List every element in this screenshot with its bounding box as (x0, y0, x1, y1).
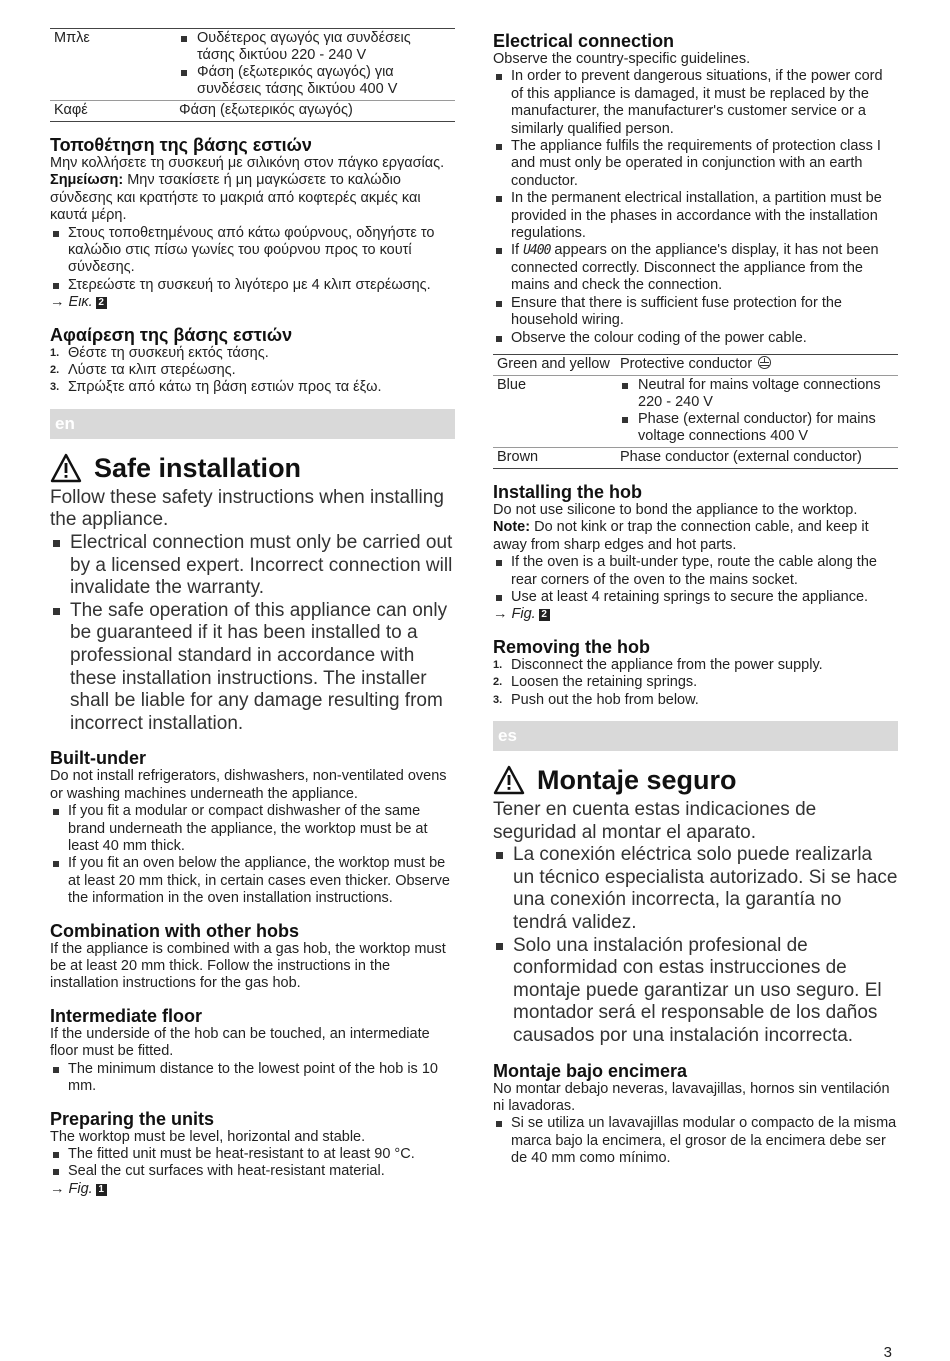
builtunder-section (50, 748, 455, 907)
left-column (50, 0, 455, 1198)
note-text: Μην τσακίσετε ή μη μαγκώσετε το καλώδιο σύνδεσης και κρατήστε το μακριά από κοφτερές ακμές και καυτά μέρη. (50, 172, 421, 224)
intermediate-floor-section (50, 1006, 455, 1096)
list-item: If you fit an oven below the appliance, the worktop must be at least 20 mm thick, in certain cases even thicker. Observe the information in the oven installation instructions. (50, 855, 455, 907)
step-item: 2. Λύστε τα κλιπ στερέωσης. (50, 362, 236, 379)
montaje-bajo-section (493, 1061, 898, 1168)
paragraph: Tener en cuenta estas indicaciones de seguridad al montar el aparato. (493, 798, 817, 843)
paragraph: Observe the country-specific guidelines. (493, 51, 751, 67)
warning-triangle-icon (493, 765, 525, 795)
list-item: If U400 appears on the appliance's display, it has not been connected correctly. Disconnect the appliance from the mains and check the connection. (493, 242, 898, 294)
title-text: Montaje seguro (537, 764, 737, 795)
list-item: Ensure that there is sufficient fuse protection for the household wiring. (493, 295, 898, 330)
list-item: Observe the colour coding of the power cable. (493, 330, 898, 347)
table-bullet: Ουδέτερος αγωγός για συνδέσεις τάσης δικτύου 220 - 240 V (179, 30, 451, 64)
list-item: In the permanent electrical installation, a partition must be provided in the phases in accordance with the installation regulations. (493, 190, 898, 242)
list-item: Στους τοποθετημένους από κάτω φούρνους, οδηγήστε το καλώδιο στις πίσω γωνίες του φούρνου προς το κουτί σύνδεσης. (50, 225, 455, 277)
section-heading: Τοποθέτηση της βάσης εστιών (50, 135, 312, 155)
list-item: Solo una instalación profesional de conformidad con estas instrucciones de montaje puede garantizar un uso seguro. El montador será el responsable de los daños causados por una instalación incorrecta. (493, 935, 898, 1048)
section-heading: Installing the hob (493, 481, 642, 502)
paragraph: If the appliance is combined with a gas hob, the worktop must be at least 20 mm thick. Follow the instructions in the installation instructions for the gas hob. (50, 940, 446, 992)
note-paragraph (493, 519, 898, 554)
language-bar-en: en (50, 409, 455, 439)
table-cell-desc (616, 375, 898, 447)
paragraph: No montar debajo neveras, lavavajillas, hornos sin ventilación ni lavadoras. (493, 1080, 890, 1114)
installing-hob-section (493, 482, 898, 624)
combination-section (50, 921, 455, 993)
table-cell-desc: Phase conductor (external conductor) (620, 448, 862, 465)
greek-remove-section (50, 325, 455, 397)
figure-number: 2 (96, 297, 107, 309)
figure-reference (50, 294, 455, 311)
table-cell-desc (175, 29, 455, 101)
warning-triangle-icon (50, 453, 82, 483)
list-item: Si se utiliza un lavavajillas modular o compacto de la misma marca bajo la encimera, el grosor de la encimera debe ser de 40 mm como mínimo. (493, 1115, 898, 1167)
greek-install-section (50, 135, 455, 312)
electrical-connection-section (493, 31, 898, 347)
table-cell-color: Green and yellow (497, 355, 610, 372)
table-cell-desc: Protective conductor (616, 354, 898, 375)
figure-label: Fig. (511, 606, 536, 623)
list-item: Seal the cut surfaces with heat-resistant material. (50, 1163, 455, 1180)
section-heading: Intermediate floor (50, 1005, 203, 1026)
arrow-right-icon: → (50, 1180, 65, 1197)
greek-color-table (50, 28, 455, 122)
arrow-right-icon: → (493, 606, 508, 623)
en-safety-intro (50, 487, 455, 736)
paragraph: The worktop must be level, horizontal and stable. (50, 1128, 366, 1145)
arrow-right-icon: → (50, 294, 65, 311)
table-bullet: Phase (external conductor) for mains voltage connections 400 V (620, 411, 894, 445)
section-heading: Electrical connection (493, 31, 675, 51)
step-item: 1. Θέστε τη συσκευή εκτός τάσης. (50, 344, 269, 361)
preparing-units-section (50, 1109, 455, 1199)
list-item: Use at least 4 retaining springs to secure the appliance. (493, 589, 898, 606)
paragraph: Follow these safety instructions when installing the appliance. (50, 486, 444, 531)
table-cell-color: Μπλε (54, 30, 90, 46)
section-heading: Combination with other hobs (50, 920, 299, 941)
table-cell-color: Blue (497, 376, 527, 393)
figure-number: 2 (539, 609, 550, 621)
paragraph: Μην κολλήσετε τη συσκευή με σιλικόνη στον πάγκο εργασίας. (50, 155, 445, 171)
table-cell-color: Καφέ (54, 102, 88, 118)
page-title-es (493, 764, 898, 796)
list-item: The minimum distance to the lowest point of the hob is 10 mm. (50, 1061, 455, 1096)
section-heading: Built-under (50, 748, 146, 769)
language-bar-es: es (493, 721, 898, 751)
list-item: In order to prevent dangerous situations, if the power cord of this appliance is damaged, it must be replaced by the manufacturer, the manufacturer's customer service or a similarly qualified person. (493, 68, 898, 138)
display-code: U400 (523, 243, 551, 259)
section-heading: Preparing the units (50, 1108, 215, 1129)
table-cell-color: Brown (497, 448, 539, 465)
table-bullet: Neutral for mains voltage connections 220 - 240 V (620, 377, 894, 411)
page-title-en (50, 452, 455, 484)
page-number: 3 (883, 1344, 892, 1361)
table-cell-desc: Φάση (εξωτερικός αγωγός) (179, 102, 353, 118)
english-color-table (493, 354, 898, 469)
section-heading: Removing the hob (493, 636, 650, 657)
figure-reference (50, 1181, 455, 1198)
list-item: The appliance fulfils the requirements of protection class I and must only be operated in conjunction with an earth conductor. (493, 138, 898, 190)
table-bullet: Φάση (εξωτερικός αγωγός) για συνδέσεις τάσης δικτύου 400 V (179, 64, 451, 98)
list-item: La conexión eléctrica solo puede realizarla un técnico especialista autorizado. Si se hace una conexión incorrecta, la garantía no tendrá validez. (493, 844, 898, 934)
list-item: The fitted unit must be heat-resistant to at least 90 °C. (50, 1146, 455, 1163)
figure-reference (493, 606, 898, 623)
step-item: 3. Σπρώξτε από κάτω τη βάση εστιών προς τα έξω. (50, 379, 382, 396)
figure-label: Fig. (68, 1180, 93, 1197)
figure-number: 1 (96, 1184, 107, 1196)
section-heading: Αφαίρεση της βάσης εστιών (50, 324, 293, 345)
list-item: If you fit a modular or compact dishwasher of the same brand underneath the appliance, the worktop must be at least 40 mm thick. (50, 803, 455, 855)
step-item: 1. Disconnect the appliance from the power supply. (493, 656, 823, 673)
list-item: Electrical connection must only be carried out by a licensed expert. Incorrect connection will invalidate the warranty. (50, 532, 455, 600)
section-heading: Montaje bajo encimera (493, 1060, 688, 1081)
paragraph: Do not use silicone to bond the appliance to the worktop. (493, 501, 858, 518)
step-item: 2. Loosen the retaining springs. (493, 674, 698, 691)
note-label: Σημείωση: (50, 172, 124, 189)
paragraph: Do not install refrigerators, dishwashers, non-ventilated ovens or washing machines underneath the appliance. (50, 768, 447, 802)
title-text: Safe installation (94, 452, 302, 483)
note-paragraph (50, 172, 455, 224)
paragraph: If the underside of the hob can be touched, an intermediate floor must be fitted. (50, 1025, 430, 1060)
list-item: If the oven is a built-under type, route the cable along the rear corners of the oven to the mains socket. (493, 554, 898, 589)
note-label: Note: (493, 519, 531, 536)
list-item: The safe operation of this appliance can only be guaranteed if it has been installed to a professional standard in accordance with these installation instructions. The installer shall be liable for any damage resulting from incorrect installation. (50, 600, 455, 736)
es-safety-intro (493, 799, 898, 1048)
protective-earth-icon (758, 356, 771, 369)
figure-label: Εικ. (68, 294, 93, 311)
step-item: 3. Push out the hob from below. (493, 691, 699, 708)
removing-hob-section (493, 637, 898, 709)
note-text: Do not kink or trap the connection cable, and keep it away from sharp edges and hot parts. (493, 519, 869, 553)
right-column (493, 0, 898, 1168)
list-item: Στερεώστε τη συσκευή το λιγότερο με 4 κλιπ στερέωσης. (50, 277, 455, 294)
